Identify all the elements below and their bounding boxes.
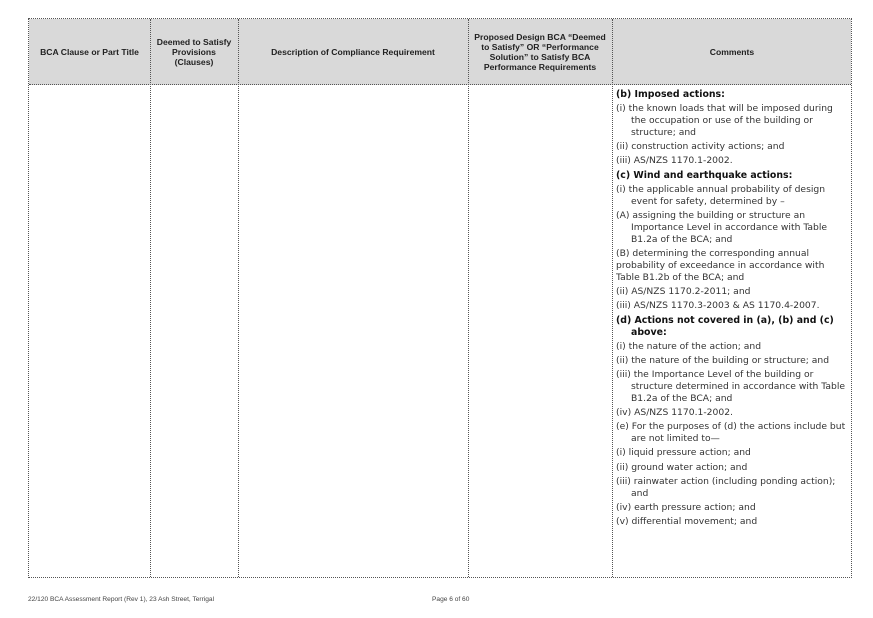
comment-paragraph: (ii) ground water action; and (616, 461, 748, 473)
comment-paragraph: (iii) the Importance Level of the building or structure determined in accordance with Table B1.2a of the BCA; and (616, 368, 846, 404)
column-divider (468, 19, 469, 577)
comment-paragraph: (ii) the nature of the building or structure; and (616, 354, 830, 366)
column-divider (238, 19, 239, 577)
comment-paragraph: (B) determining the corresponding annual probability of exceedance in accordance with Table B1.2b of the BCA; and (616, 247, 825, 283)
header-description: Description of Compliance Requirement (271, 46, 435, 57)
comment-heading: (d) Actions not covered in (a), (b) and (c) above: (616, 314, 834, 338)
comment-paragraph: (i) the applicable annual probability of design event for safety, determined by – (616, 183, 826, 207)
comment-paragraph: (iii) AS/NZS 1170.1-2002. (616, 155, 733, 167)
comment-paragraph: (i) the known loads that will be imposed during the occupation or use of the building or structure; and (616, 103, 833, 138)
header-dts-provisions: Deemed to Satisfy Provisions (Clauses) (156, 36, 232, 68)
footer-report-title: 22/120 BCA Assessment Report (Rev 1), 23 Ash Street, Terrigal (28, 596, 215, 603)
comment-paragraph: (iii) rainwater action (including ponding action); and (616, 475, 836, 499)
comment-paragraph: (i) the nature of the action; and (616, 340, 762, 352)
compliance-table (28, 18, 852, 578)
comment-paragraph: (iv) AS/NZS 1170.1-2002. (616, 407, 733, 419)
comment-paragraph: (e) For the purposes of (d) the actions include but are not limited to— (616, 421, 846, 445)
column-divider (612, 19, 613, 577)
comment-paragraph: (i) liquid pressure action; and (616, 447, 751, 459)
header-comments: Comments (709, 46, 755, 57)
comment-paragraph: (ii) AS/NZS 1170.2-2011; and (616, 286, 751, 298)
comment-paragraph: (A) assigning the building or structure an Importance Level in accordance with Table B1.2a of the BCA; and (616, 209, 828, 245)
comment-heading: (c) Wind and earthquake actions: (616, 169, 793, 181)
comment-heading: (b) Imposed actions: (616, 89, 725, 100)
column-divider (150, 19, 151, 577)
comments-cell (616, 89, 848, 530)
comment-paragraph: (v) differential movement; and (616, 516, 758, 528)
header-proposed-design: Proposed Design BCA “Deemed to Satisfy” OR “Performance Solution” to Satisfy BCA Performance Requirements (474, 31, 606, 73)
comment-paragraph: (ii) construction activity actions; and (616, 141, 785, 153)
comment-paragraph: (iii) AS/NZS 1170.3-2003 & AS 1170.4-2007. (616, 300, 820, 312)
table-header-row (29, 19, 851, 85)
footer-page-number: Page 6 of 60 (432, 596, 470, 603)
comment-paragraph: (iv) earth pressure action; and (616, 502, 756, 513)
header-bca-clause: BCA Clause or Part Title (40, 46, 139, 57)
